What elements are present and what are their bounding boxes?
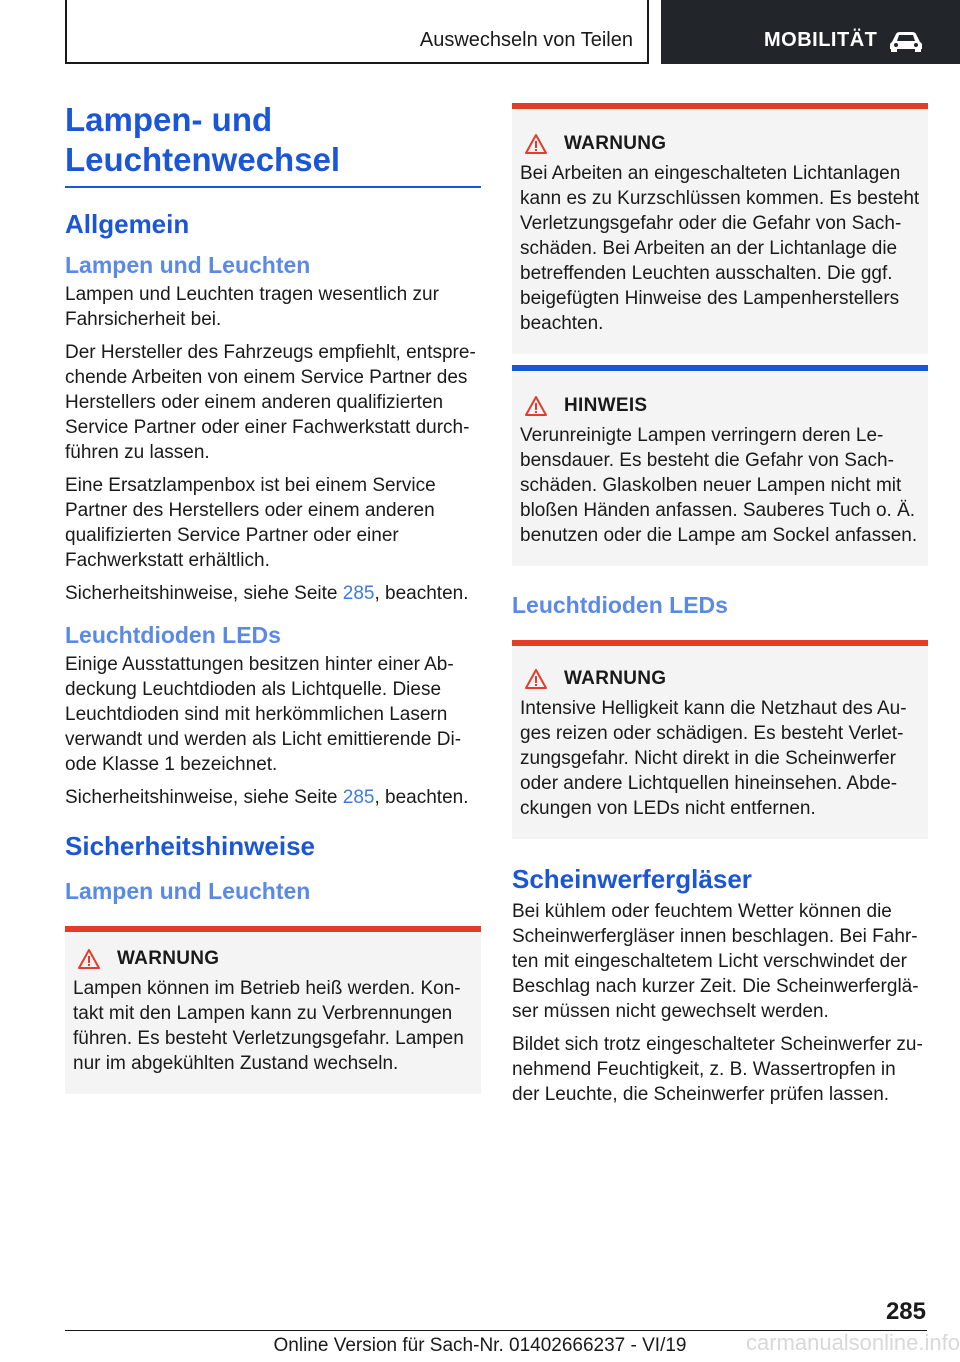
warning-triangle-icon xyxy=(524,395,548,417)
box-title-row xyxy=(520,395,920,417)
box-text: Lampen können im Betrieb heiß werden. Kontakt mit den Lampen kann zu Verbrennungen führen. Es besteht Verletzungsgefahr. Lampen nur im abgekühlten Zustand wechseln. xyxy=(73,978,464,1074)
warning-triangle-icon xyxy=(524,133,548,155)
warning-box xyxy=(512,103,928,354)
box-title: WARNUNG xyxy=(564,133,667,154)
paragraph: Bildet sich trotz eingeschalteter Scheinwerfer zunehmend Feuchtigkeit, z. B. Wassertropfen in der Leuchte, die Scheinwerfer prüfen lassen. xyxy=(512,1034,923,1105)
text: Sicherheitshinweise, siehe Seite xyxy=(65,787,343,808)
page-title: Lampen- und Leuchtenwechsel xyxy=(65,101,341,178)
header-section-box xyxy=(65,0,649,64)
heading-scheinwerferglaeser: Scheinwerfergläser xyxy=(512,864,752,894)
right-column xyxy=(512,103,928,1115)
box-text: Bei Arbeiten an eingeschalteten Lichtanlagen kann es zu Kurzschlüssen kommen. Es besteht Verletzungsgefahr oder die Gefahr von Sachschäden. Bei Arbeiten an der Lichtanlage die betreffenden Leuchten ausschalten. Die ggf. beigefügten Hinweise des Lampenherstellers beachten. xyxy=(520,163,920,334)
footer-online-version: Online Version für Sach-Nr. 01402666237 - VI/19 xyxy=(273,1335,687,1356)
warning-box xyxy=(512,640,928,839)
text: , beachten. xyxy=(374,583,469,604)
heading-allgemein: Allgemein xyxy=(65,209,190,239)
heading-sicherheitshinweise: Sicherheitshinweise xyxy=(65,831,315,861)
heading-leuchtdioden: Leuchtdioden LEDs xyxy=(65,622,281,648)
paragraph: Der Hersteller des Fahrzeugs empfiehlt, entsprechende Arbeiten von einem Service Partner des Herstellers oder einem anderen qualifizierten Service Partner oder einer Fachwerkstatt durchführen zu lassen. xyxy=(65,342,476,463)
car-icon xyxy=(888,30,924,52)
warning-box xyxy=(65,926,481,1094)
left-column xyxy=(65,100,481,1094)
heading-leuchtdioden: Leuchtdioden LEDs xyxy=(512,592,728,618)
warning-triangle-icon xyxy=(524,668,548,690)
text: , beachten. xyxy=(374,787,469,808)
watermark: carmanualsonline.info xyxy=(745,1330,960,1355)
paragraph: Einige Ausstattungen besitzen hinter einer Abdeckung Leuchtdioden als Lichtquelle. Diese Leuchtdioden sind mit herkömmlichen Lasern verwandt und werden als Licht emittierende Diode Klasse 1 bezeichnet. xyxy=(65,654,462,775)
box-title-row xyxy=(520,668,920,690)
warning-triangle-icon xyxy=(77,948,101,970)
box-title: HINWEIS xyxy=(564,395,648,416)
text: Sicherheitshinweise, siehe Seite xyxy=(65,583,343,604)
header-chapter-title: MOBILITÄT xyxy=(764,29,878,51)
paragraph-safety-reference xyxy=(65,581,481,606)
page-number: 285 xyxy=(885,1298,926,1325)
box-title-row xyxy=(520,133,920,155)
box-title: WARNUNG xyxy=(564,668,667,689)
box-title-row xyxy=(73,948,473,970)
page-link[interactable]: 285 xyxy=(342,583,375,604)
header-section-title: Auswechseln von Teilen xyxy=(419,29,633,51)
paragraph-safety-reference xyxy=(65,785,481,810)
title-rule xyxy=(65,186,481,188)
paragraph: Eine Ersatzlampenbox ist bei einem Service Partner des Herstellers oder einem anderen qualifizierten Service Partner oder einer Fachwerkstatt erhältlich. xyxy=(65,475,436,571)
header-chapter-box xyxy=(661,0,960,64)
box-text: Intensive Helligkeit kann die Netzhaut des Auges reizen oder schädigen. Es besteht Verletzungsgefahr. Nicht direkt in die Scheinwerfer oder andere Lichtquellen hineinsehen. Abdeckungen von LEDs nicht entfernen. xyxy=(520,698,907,819)
heading-lampen-und-leuchten-2: Lampen und Leuchten xyxy=(65,878,311,904)
paragraph: Lampen und Leuchten tragen wesentlich zur Fahrsicherheit bei. xyxy=(65,284,439,330)
notice-box xyxy=(512,365,928,566)
box-title: WARNUNG xyxy=(117,948,220,969)
heading-lampen-und-leuchten: Lampen und Leuchten xyxy=(65,252,311,278)
box-text: Verunreinigte Lampen verringern deren Lebensdauer. Es besteht die Gefahr von Sachschäden. Glaskolben neuer Lampen nicht mit bloßen Händen anfassen. Sauberes Tuch o. Ä. benutzen oder die Lampe am Sockel anfassen. xyxy=(520,425,918,546)
page-link[interactable]: 285 xyxy=(342,787,375,808)
paragraph: Bei kühlem oder feuchtem Wetter können die Scheinwerfergläser innen beschlagen. Bei Fahrten mit eingeschaltetem Licht verschwindet der Beschlag nach kurzer Zeit. Die Scheinwerfergläser müssen nicht gewechselt werden. xyxy=(512,901,919,1022)
